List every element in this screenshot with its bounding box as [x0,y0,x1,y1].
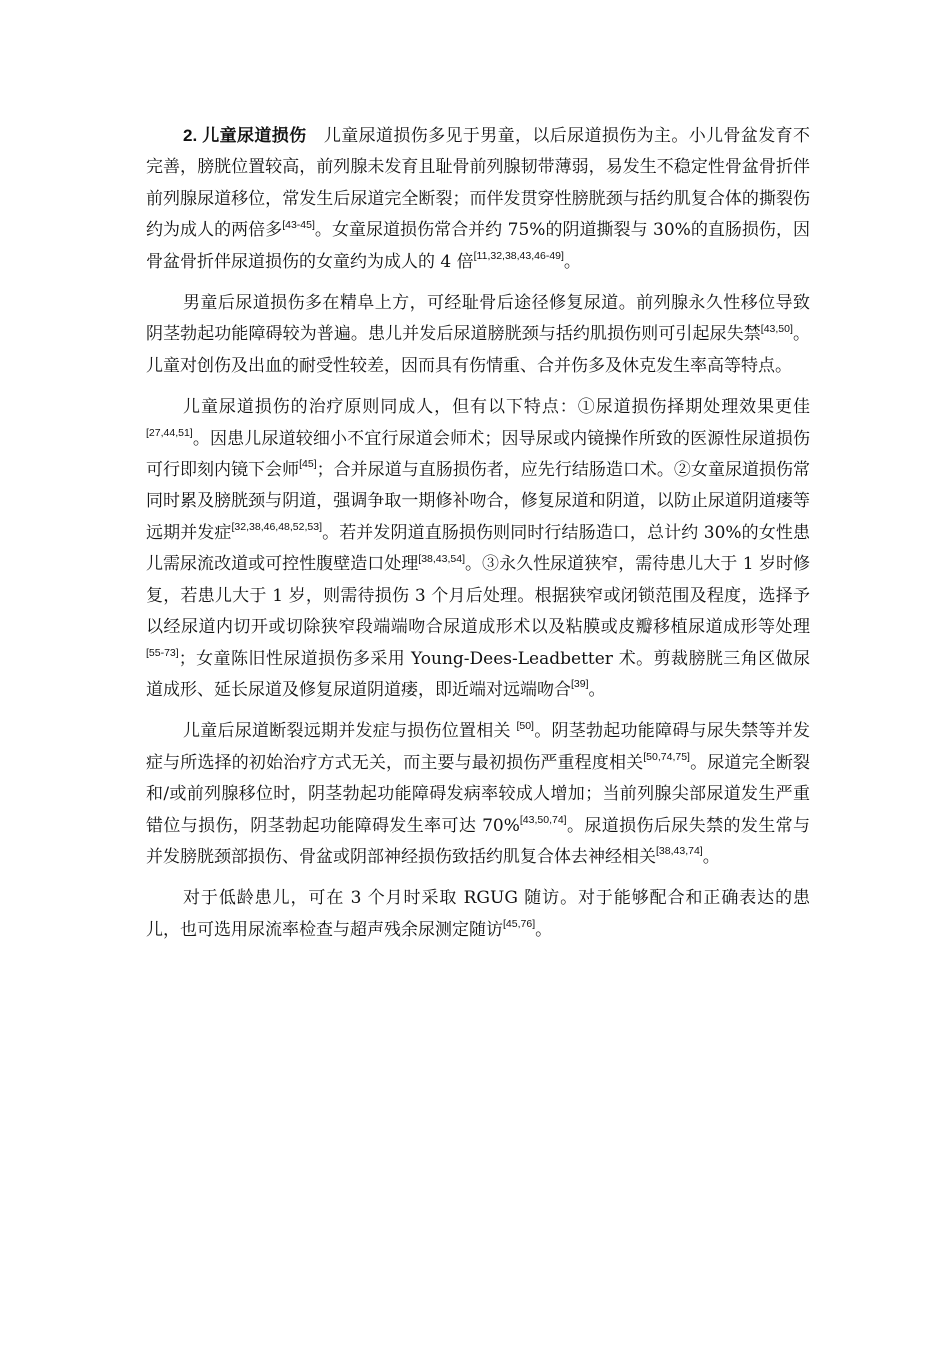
paragraph-text: 。 [588,679,606,700]
citation-ref: [43,50] [760,322,793,335]
paragraph-text: 。阴茎勃起功能障碍与尿失禁等并发症与所选择的初始治疗方式无关，而主要与最初损伤严重程度相关 [146,721,811,773]
paragraph-text: ；合并尿道与直肠损伤者，应先行结肠造口术。②女童尿道损伤常同时累及膀胱颈与阴道，强调争取一期修补吻合，修复尿道和阴道，以防止尿道阴道瘘等远期并发症 [146,460,811,543]
paragraph-text: 。若并发阴道直肠损伤则同时行结肠造口，总计约 30%的女性患儿需尿流改道或可控性腹壁造口处理 [146,522,810,575]
citation-ref: [55-73] [146,646,179,659]
paragraph-text: 。 [702,846,720,867]
paragraph-text: 。 [563,251,581,272]
citation-ref: [43-45] [282,218,315,231]
paragraph [146,392,810,706]
paragraph [146,120,810,278]
citation-ref: [45] [299,458,317,471]
paragraph-text: 。③永久性尿道狭窄，需待患儿大于 1 岁时修复，若患儿大于 1 岁，则需待损伤 3 个月后处理。根据狭窄或闭锁范围及程度，选择予以经尿道内切开或切除狭窄段端端吻合尿道成形术以及粘膜或皮瓣移植尿道成形等处理 [146,554,811,638]
paragraph-text: 儿童后尿道断裂远期并发症与损伤位置相关 [183,721,517,742]
paragraph-text: 男童后尿道损伤多在精阜上方，可经耻骨后途径修复尿道。前列腺永久性移位导致阴茎勃起功能障碍较为普遍。患儿并发后尿道膀胱颈与括约肌损伤则可引起尿失禁 [146,293,810,345]
citation-ref: [11,32,38,43,46-49] [473,249,564,262]
citation-ref: [39] [571,678,589,691]
paragraph-text: 对于低龄患儿，可在 3 个月时采取 RGUG 随访。对于能够配合和正确表达的患儿，也可选用尿流率检查与超声残余尿测定随访 [146,888,810,940]
paragraph-text: 。 [535,919,553,940]
paragraph-text: 儿童尿道损伤多见于男童，以后尿道损伤为主。小儿骨盆发育不完善，膀胱位置较高，前列腺未发育且耻骨前列腺韧带薄弱，易发生不稳定性骨盆骨折伴前列腺尿道移位，常发生后尿道完全断裂；而伴发贯穿性膀胱颈与括约肌复合体的撕裂伤约为成人的两倍多 [146,126,811,241]
paragraph-text: 。尿道损伤后尿失禁的发生常与并发膀胱颈部损伤、骨盆或阴部神经损伤致括约肌复合体去神经相关 [146,815,810,867]
paragraph-text: 。女童尿道损伤常合并约 75%的阴道撕裂与 30%的直肠损伤，因骨盆骨折伴尿道损伤的女童约为成人的 4 倍 [146,220,810,272]
paragraph [146,288,810,382]
paragraph-text: 。尿道完全断裂和/或前列腺移位时，阴茎勃起功能障碍发病率较成人增加；当前列腺尖部尿道发生严重错位与损伤，阴茎勃起功能障碍发生率可达 70% [146,752,811,836]
paragraph [146,883,810,946]
citation-ref: [27,44,51] [146,427,193,439]
paragraph-text: ；女童陈旧性尿道损伤多采用 Young-Dees-Leadbetter 术。剪裁膀胱三角区做尿道成形、延长尿道及修复尿道阴道瘘，即近端对远端吻合 [146,648,810,700]
citation-ref: [45,76] [503,918,536,931]
citation-ref: [43,50,74] [519,813,567,826]
citation-ref: [50] [516,719,534,732]
paragraph-text: 。儿童对创伤及出血的耐受性较差，因而具有伤情重、合并伤多及休克发生率高等特点。 [146,324,810,376]
section-heading: 2. 儿童尿道损伤 [183,126,307,145]
citation-ref: [38,43,54] [418,552,466,565]
citation-ref: [50,74,75] [643,751,690,764]
paragraph [146,716,810,873]
paragraph-text: 儿童尿道损伤的治疗原则同成人，但有以下特点：①尿道损伤择期处理效果更佳 [183,397,810,418]
body-text [146,120,810,946]
citation-ref: [38,43,74] [656,845,703,858]
citation-ref: [32,38,46,48,52,53] [231,521,322,534]
paragraph-text: 。因患儿尿道较细小不宜行尿道会师术；因导尿或内镜操作所致的医源性尿道损伤可行即刻内镜下会师 [146,428,810,481]
